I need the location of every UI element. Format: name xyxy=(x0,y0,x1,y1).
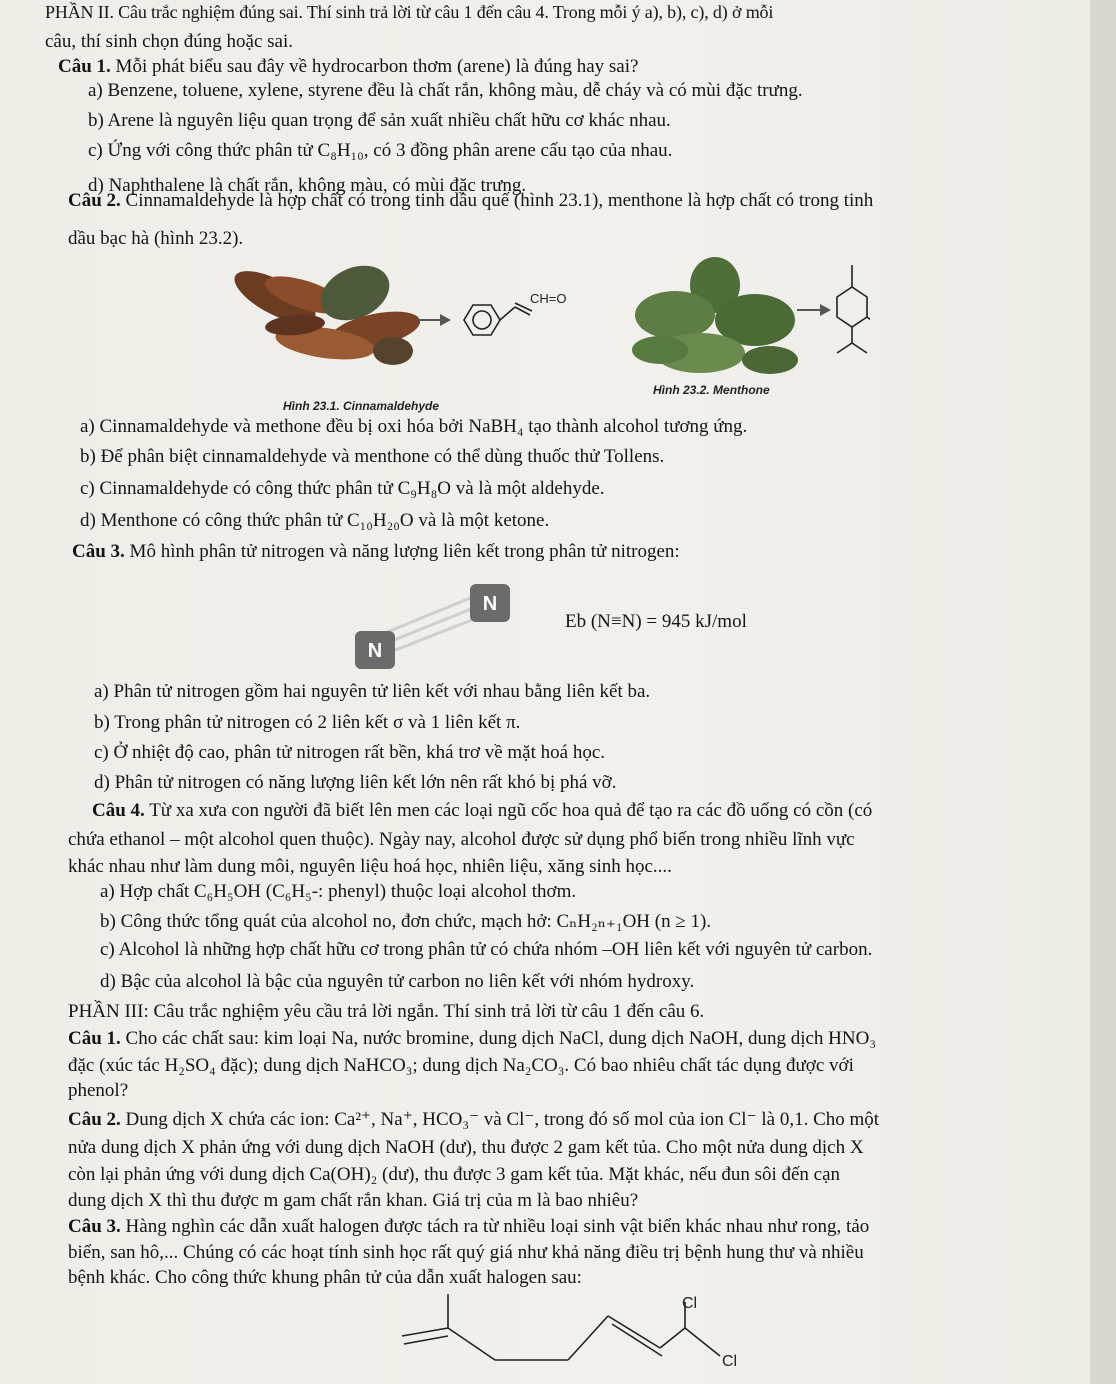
bond-energy: Eb (N≡N) = 945 kJ/mol xyxy=(565,611,747,632)
q4-stem-text: Từ xa xưa con người đã biết lên men các loại ngũ cốc hoa quả để tạo ra các đồ uống có cồn (có xyxy=(144,800,873,821)
q1-stem xyxy=(58,55,638,79)
q2-option-d: d) Menthone có công thức phân tử C₁₀H₂₀O và là một ketone. xyxy=(80,510,550,531)
p3-q2-line3: còn lại phản ứng với dung dịch Ca(OH)₂ (dư), thu được 3 gam kết tủa. Mặt khác, nếu đun sôi đến cạn xyxy=(68,1164,841,1185)
q4-option-b: b) Công thức tổng quát của alcohol no, đơn chức, mạch hở: CₙH₂ₙ₊₁OH (n ≥ 1). xyxy=(100,911,712,932)
q3-stem-text: Mô hình phân tử nitrogen và năng lượng liên kết trong phân tử nitrogen: xyxy=(124,541,680,562)
cinnamaldehyde-figure xyxy=(225,255,570,385)
p3-q1-line3: phenol? xyxy=(68,1080,129,1101)
mint-illustration xyxy=(632,257,798,374)
arrow-icon xyxy=(415,314,451,326)
p3-q3-line3: bệnh khác. Cho công thức khung phân tử của dẫn xuất halogen sau: xyxy=(68,1267,582,1288)
p3-q1-text: Cho các chất sau: kim loại Na, nước bromine, dung dịch NaCl, dung dịch NaOH, dung dịch HNO₃ xyxy=(120,1028,876,1049)
halogen-skeletal-formula xyxy=(400,1288,760,1384)
q4-stem-line2: chứa ethanol – một alcohol quen thuộc). Ngày nay, alcohol được sử dụng phổ biến trong nhiều lĩnh vực xyxy=(68,829,855,850)
menthone-figure xyxy=(605,255,870,385)
q1-option-c: c) Ứng với công thức phân tử C₈H₁₀, có 3 đồng phân arene cấu tạo của nhau. xyxy=(88,140,673,161)
p3-q2-line2: nửa dung dịch X phản ứng với dung dịch NaOH (dư), thu được 2 gam kết tủa. Cho một nửa dung dịch X xyxy=(68,1137,864,1158)
atom-label-right: N xyxy=(482,593,498,615)
p3-q3-text: Hàng nghìn các dẫn xuất halogen được tách ra từ nhiều loại sinh vật biển khác nhau như rong, tảo xyxy=(120,1216,870,1237)
arrow-icon xyxy=(797,304,831,316)
p3-q2-line4: dung dịch X thì thu được m gam chất rắn khan. Giá trị của m là bao nhiêu? xyxy=(68,1190,639,1211)
nitrogen-model xyxy=(340,580,525,675)
q4-stem-line3: khác nhau như làm dung môi, nguyên liệu hoá học, nhiên liệu, xăng sinh học.... xyxy=(68,856,672,877)
cinnamon-illustration xyxy=(227,255,423,365)
chlorine-label-bottom: Cl xyxy=(722,1353,738,1370)
cho-label: CH=O xyxy=(530,291,567,306)
q1-label: Câu 1. xyxy=(58,56,111,77)
p3-q2-text: Dung dịch X chứa các ion: Ca²⁺, Na⁺, HCO₃⁻ và Cl⁻, trong đó số mol của ion Cl⁻ là 0,1. Cho một xyxy=(120,1109,880,1130)
p3-q3-line2: biển, san hô,... Chúng có các hoạt tính sinh học rất quý giá như khả năng điều trị bệnh hung thư và nhiều xyxy=(68,1242,864,1263)
carbon-skeleton xyxy=(402,1294,720,1360)
q3-option-d: d) Phân tử nitrogen có năng lượng liên kết lớn nên rất khó bị phá vỡ. xyxy=(94,772,617,793)
p3-q3-label: Câu 3. xyxy=(68,1216,121,1237)
q4-option-c: c) Alcohol là những hợp chất hữu cơ trong phân tử có chứa nhóm –OH liên kết với nguyên tử carbon. xyxy=(100,939,873,960)
part2-intro-line1: PHẦN II. Câu trắc nghiệm đúng sai. Thí sinh trả lời từ câu 1 đến câu 4. Trong mỗi ý a), b), c), d) ở mỗi xyxy=(45,2,774,22)
p3-q2-line1 xyxy=(68,1108,879,1132)
p3-q3-line1 xyxy=(68,1215,869,1239)
p3-q2-label: Câu 2. xyxy=(68,1109,121,1130)
q4-stem-line1 xyxy=(92,799,872,823)
cinnamaldehyde-structure xyxy=(464,303,532,335)
q4-label: Câu 4. xyxy=(92,800,145,821)
q3-option-b: b) Trong phân tử nitrogen có 2 liên kết σ và 1 liên kết π. xyxy=(94,712,521,733)
q1-stem-text: Mỗi phát biểu sau đây về hydrocarbon thơm (arene) là đúng hay sai? xyxy=(110,56,639,77)
q3-label: Câu 3. xyxy=(72,541,125,562)
q2-label: Câu 2. xyxy=(68,190,121,211)
atom-label-left: N xyxy=(367,640,383,662)
q3-option-a: a) Phân tử nitrogen gồm hai nguyên tử liên kết với nhau bằng liên kết ba. xyxy=(94,681,651,702)
q1-option-a: a) Benzene, toluene, xylene, styrene đều là chất rắn, không màu, dễ cháy và có mùi đặc trưng. xyxy=(88,80,803,101)
part3-intro: PHẦN III: Câu trắc nghiệm yêu cầu trả lời ngắn. Thí sinh trả lời từ câu 1 đến câu 6. xyxy=(68,1001,705,1022)
q2-option-a: a) Cinnamaldehyde và methone đều bị oxi hóa bởi NaBH₄ tạo thành alcohol tương ứng. xyxy=(80,416,748,437)
q3-option-c: c) Ở nhiệt độ cao, phân tử nitrogen rất bền, khá trơ về mặt hoá học. xyxy=(94,742,606,763)
q2-stem-text: Cinnamaldehyde là hợp chất có trong tinh dầu quế (hình 23.1), menthone là hợp chất có trong tinh xyxy=(120,190,874,211)
q1-option-b: b) Arene là nguyên liệu quan trọng để sản xuất nhiều chất hữu cơ khác nhau. xyxy=(88,110,671,131)
q1-option-d: d) Naphthalene là chất rắn, không màu, có mùi đặc trưng. xyxy=(88,175,527,196)
part2-intro-line2: câu, thí sinh chọn đúng hoặc sai. xyxy=(45,31,294,52)
menthone-structure xyxy=(837,265,870,353)
p3-q1-label: Câu 1. xyxy=(68,1028,121,1049)
q3-stem xyxy=(72,540,680,564)
p3-q1-line1 xyxy=(68,1027,876,1051)
q4-option-a: a) Hợp chất C₆H₅OH (C₆H₅-: phenyl) thuộc loại alcohol thơm. xyxy=(100,881,577,902)
fig2-caption: Hình 23.2. Menthone xyxy=(653,383,770,397)
q2-stem-line2: dầu bạc hà (hình 23.2). xyxy=(68,228,244,249)
chlorine-label-top: Cl xyxy=(682,1295,698,1312)
page-edge xyxy=(1090,0,1116,1384)
q4-option-d: d) Bậc của alcohol là bậc của nguyên tử carbon no liên kết với nhóm hydroxy. xyxy=(100,971,695,992)
q2-option-b: b) Để phân biệt cinnamaldehyde và menthone có thể dùng thuốc thử Tollens. xyxy=(80,446,665,467)
p3-q1-line2: đặc (xúc tác H₂SO₄ đặc); dung dịch NaHCO₃; dung dịch Na₂CO₃. Có bao nhiêu chất tác dụng được với xyxy=(68,1055,854,1076)
q2-stem-line1 xyxy=(68,189,873,213)
fig1-caption: Hình 23.1. Cinnamaldehyde xyxy=(283,399,440,413)
q2-option-c: c) Cinnamaldehyde có công thức phân tử C₉H₈O và là một aldehyde. xyxy=(80,478,605,499)
